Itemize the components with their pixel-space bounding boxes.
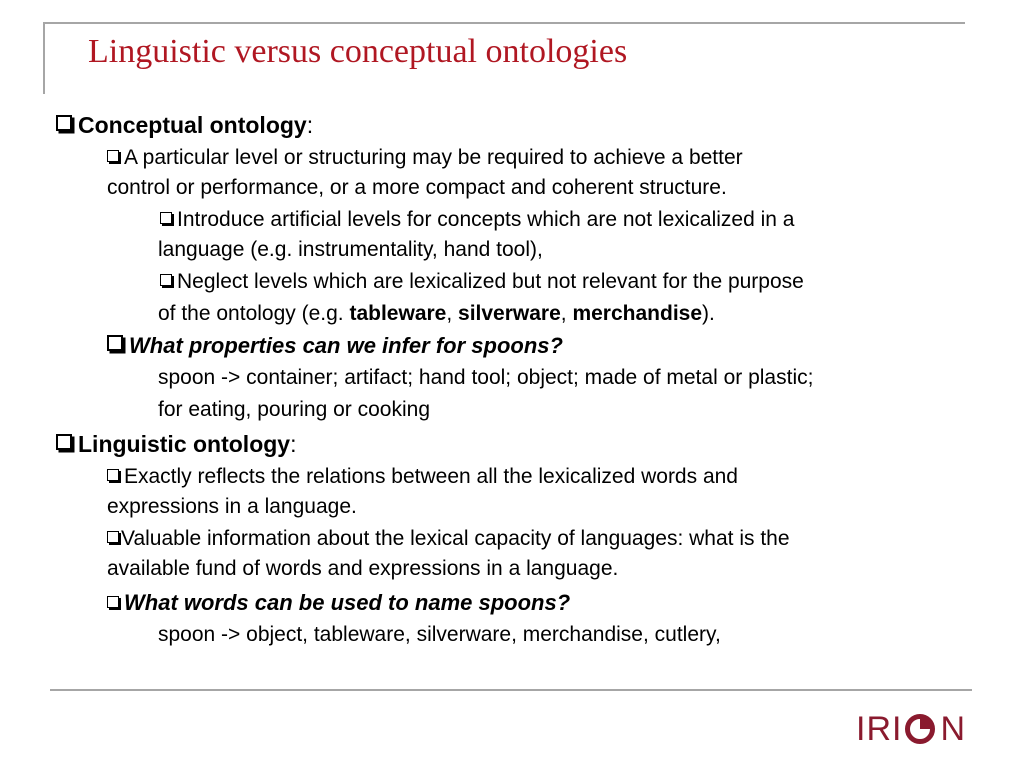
linguistic-colon: : <box>290 431 297 457</box>
conceptual-question <box>107 332 563 361</box>
linguistic-point-1-text: Exactly reflects the relations between all the lexicalized words and <box>124 465 738 488</box>
checkbox-bullet-icon <box>56 434 72 450</box>
checkbox-bullet-icon <box>160 212 172 224</box>
linguistic-answer <box>158 621 721 649</box>
conceptual-point-1a-text-cont: language (e.g. instrumentality, hand tool), <box>158 238 543 261</box>
slide-frame-top <box>43 22 965 24</box>
checkbox-bullet-icon <box>160 274 172 286</box>
term-silverware: silverware <box>458 302 561 325</box>
conceptual-answer-2 <box>158 396 430 424</box>
conceptual-point-1b-prefix: of the ontology (e.g. <box>158 302 350 325</box>
conceptual-point-1a <box>160 206 794 234</box>
conceptual-answer-text-1: spoon -> container; artifact; hand tool; object; made of metal or plastic; <box>158 366 814 389</box>
conceptual-point-1-cont <box>107 174 727 202</box>
linguistic-point-2-text: Valuable information about the lexical capacity of languages: what is the <box>121 527 790 550</box>
conceptual-point-1b-cont <box>158 300 715 328</box>
bullet-linguistic <box>56 430 296 458</box>
conceptual-point-1-text: A particular level or structuring may be required to achieve a better <box>124 146 743 169</box>
checkbox-bullet-icon <box>56 115 72 131</box>
logo-text-right: N <box>940 710 967 748</box>
checkbox-bullet-icon <box>107 469 119 481</box>
term-tableware: tableware <box>349 302 447 325</box>
conceptual-point-1a-text: Introduce artificial levels for concepts which are not lexicalized in a <box>177 208 795 231</box>
separator: , <box>446 302 459 325</box>
slide-title: Linguistic versus conceptual ontologies <box>88 33 628 70</box>
irion-logo <box>856 712 966 746</box>
slide-frame-left <box>43 22 45 94</box>
linguistic-point-1-cont <box>107 493 357 521</box>
checkbox-bullet-icon <box>107 335 123 351</box>
conceptual-heading: Conceptual ontology <box>78 112 307 138</box>
conceptual-point-1b-suffix: ). <box>702 302 715 325</box>
conceptual-point-1a-cont <box>158 236 543 264</box>
logo-text-left: IRI <box>856 710 903 748</box>
conceptual-colon: : <box>306 112 314 138</box>
footer-divider <box>50 689 972 691</box>
bullet-conceptual <box>56 111 313 139</box>
separator: , <box>560 302 573 325</box>
linguistic-point-2-cont <box>107 555 618 583</box>
linguistic-point-1 <box>107 463 738 491</box>
conceptual-point-1 <box>107 144 743 172</box>
checkbox-bullet-icon <box>107 150 119 162</box>
conceptual-question-text: What properties can we infer for spoons? <box>129 333 563 358</box>
conceptual-answer-text-2: for eating, pouring or cooking <box>158 398 431 421</box>
linguistic-point-1-text-cont: expressions in a language. <box>107 495 357 518</box>
logo-o-icon <box>904 713 936 745</box>
linguistic-question-text: What words can be used to name spoons? <box>124 590 571 615</box>
linguistic-heading: Linguistic ontology <box>78 431 291 457</box>
term-merchandise: merchandise <box>572 302 703 325</box>
conceptual-point-1b-text: Neglect levels which are lexicalized but not relevant for the purpose <box>177 270 804 293</box>
linguistic-point-2 <box>107 525 790 553</box>
conceptual-point-1b <box>160 268 804 296</box>
conceptual-answer-1 <box>158 364 813 392</box>
linguistic-answer-text: spoon -> object, tableware, silverware, merchandise, cutlery, <box>158 623 721 646</box>
conceptual-point-1-text-cont: control or performance, or a more compact and coherent structure. <box>107 176 727 199</box>
checkbox-bullet-icon <box>107 596 119 608</box>
linguistic-point-2-text-cont: available fund of words and expressions in a language. <box>107 557 619 580</box>
linguistic-question <box>107 589 570 618</box>
checkbox-bullet-icon <box>107 531 119 543</box>
